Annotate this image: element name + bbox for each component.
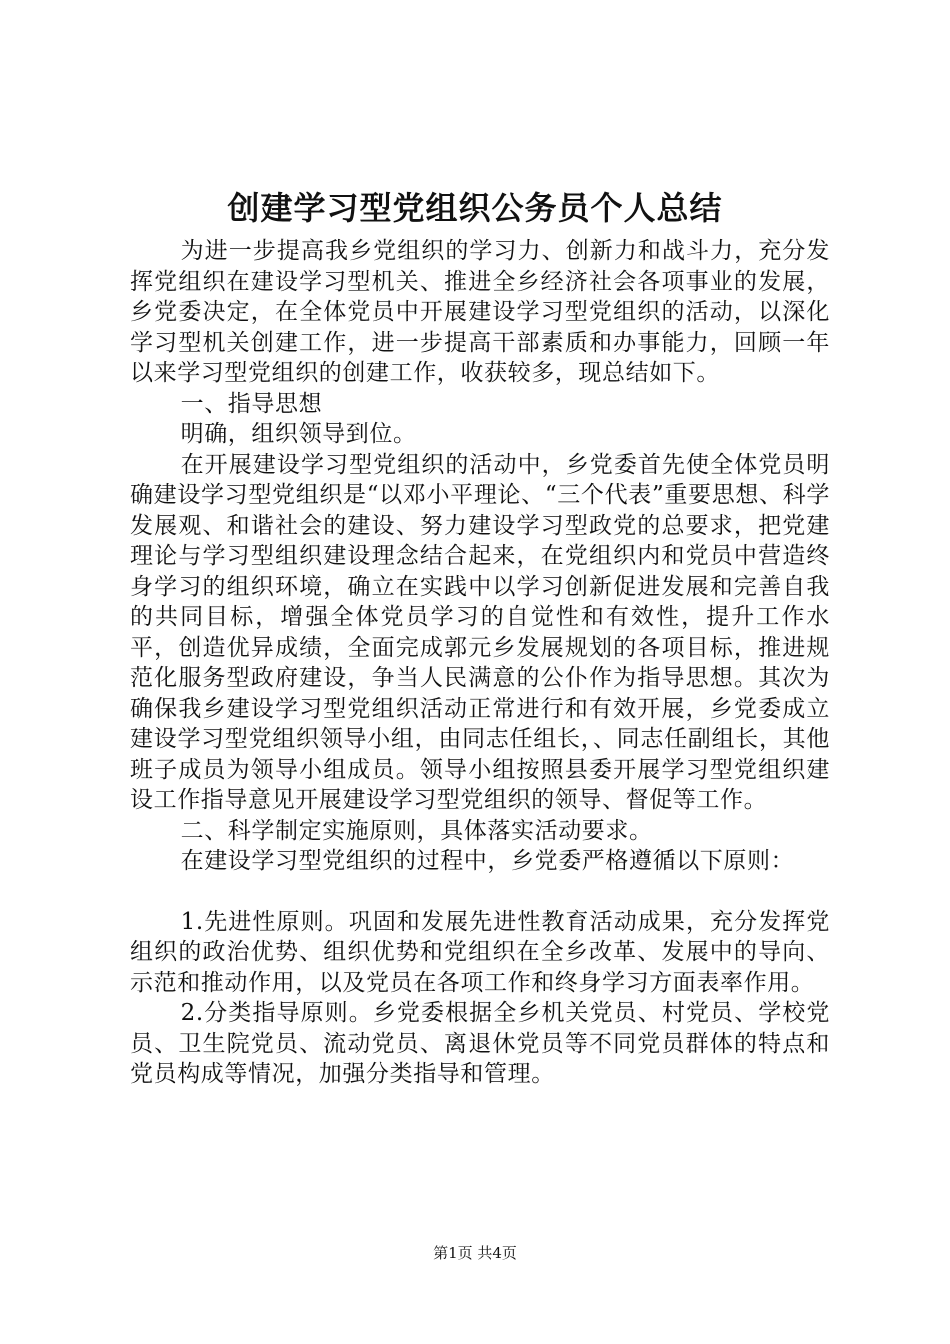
paragraph-spacer: [130, 877, 830, 907]
section-heading-guiding-ideology: 一、指导思想: [180, 390, 323, 417]
intro-paragraph: 为进一步提高我乡党组织的学习力、创新力和战斗力，充分发挥党组织在建设学习型机关、推进全乡经济社会各项事业的发展，乡党委决定，在全体党员中开展建设学习型党组织的活动，以深化学习型机关创建工作，进一步提高干部素质和办事能力，回顾一年以来学习型党组织的创建工作，收获较多，现总结如下。: [130, 238, 830, 386]
principle-classified-guidance-paragraph: 2.分类指导原则。乡党委根据全乡机关党员、村党员、学校党员、卫生院党员、流动党员、离退休党员等不同党员群体的特点和党员构成等情况，加强分类指导和管理。: [130, 1000, 830, 1087]
section-heading-principles: 二、科学制定实施原则，具体落实活动要求。: [180, 817, 653, 844]
document-title: 创建学习型党组织公务员个人总结: [227, 189, 723, 227]
page-footer: 第1页 共4页: [433, 1244, 517, 1262]
principle-advanced-paragraph: 1.先进性原则。巩固和发展先进性教育活动成果，充分发挥党组织的政治优势、组织优势和党组织在全乡改革、发展中的导向、示范和推动作用，以及党员在各项工作和终身学习方面表率作用。: [130, 908, 830, 996]
principles-intro-paragraph: 在建设学习型党组织的过程中，乡党委严格遵循以下原则：: [180, 848, 795, 874]
subheading-organization: 明确，组织领导到位。: [180, 421, 417, 447]
document-body: [130, 236, 830, 1090]
guiding-ideology-paragraph: 在开展建设学习型党组织的活动中，乡党委首先使全体党员明确建设学习型党组织是“以邓小平理论、“三个代表”重要思想、科学发展观、和谐社会的建设、努力建设学习型政党的总要求，把党建理论与学习型组织建设理念结合起来，在党组织内和党员中营造终身学习的组织环境，确立在实践中以学习创新促进发展和完善自我的共同目标，增强全体党员学习的自觉性和有效性，提升工作水平，创造优异成绩，全面完成郭元乡发展规划的各项目标，推进规范化服务型政府建设，争当人民满意的公仆作为指导思想。其次为确保我乡建设学习型党组织活动正常进行和有效开展，乡党委成立建设学习型党组织领导小组，由同志任组长，、同志任副组长，其他班子成员为领导小组成员。领导小组按照县委开展学习型党组织建设工作指导意见开展建设学习型党组织的领导、督促等工作。: [130, 451, 830, 813]
